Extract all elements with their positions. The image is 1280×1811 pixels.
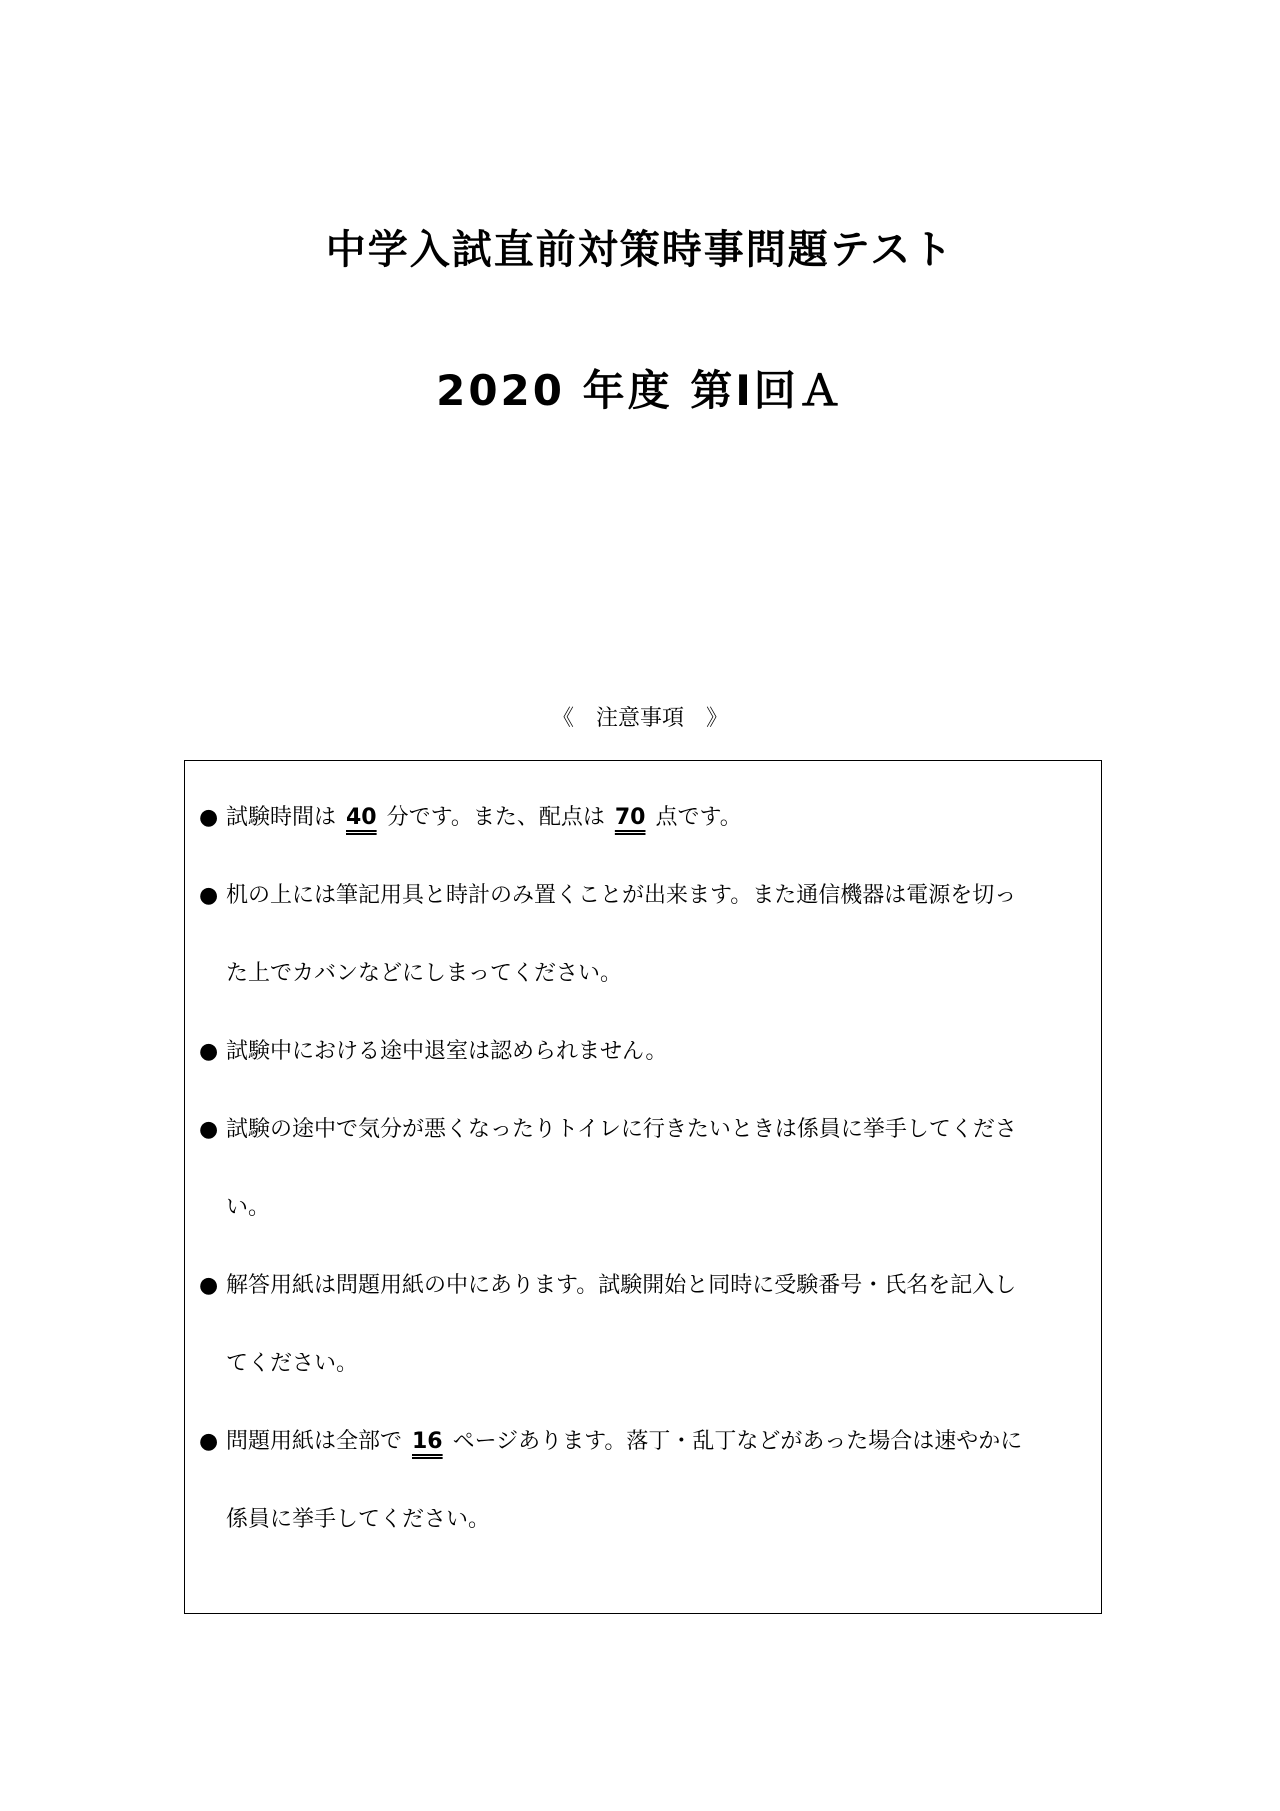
notice-text-continued: た上でカバンなどにしまってください。 xyxy=(226,961,623,986)
notice-text: 試験の途中で気分が悪くなったりトイレに行きたいときは係員に挙手してくださ xyxy=(226,1117,1017,1142)
exam-subtitle: 2020 年度 第Ⅰ回Ａ xyxy=(436,366,844,415)
bullet-icon: ● xyxy=(199,1039,219,1064)
exam-minutes-value: 40 xyxy=(346,805,377,830)
notice-text: 点です。 xyxy=(648,805,742,830)
bullet-icon: ● xyxy=(199,805,219,830)
bullet-icon: ● xyxy=(199,883,219,908)
notice-text: 試験時間は xyxy=(226,805,343,830)
page-count-value: 16 xyxy=(412,1429,443,1454)
notice-box xyxy=(184,760,1102,1614)
notice-text: ページあります。落丁・乱丁などがあった場合は速やかに xyxy=(445,1429,1023,1454)
notice-item-desk-items xyxy=(199,857,1091,1013)
notice-text: 問題用紙は全部で xyxy=(226,1429,409,1454)
notice-item-feeling-unwell xyxy=(199,1091,1091,1247)
notice-text-continued: 係員に挙手してください。 xyxy=(226,1507,491,1532)
notice-item-no-leaving xyxy=(199,1013,1091,1091)
notice-item-time-score xyxy=(199,779,1091,857)
notice-text-continued: てください。 xyxy=(226,1351,359,1376)
notice-text-continued: い。 xyxy=(226,1195,271,1220)
notice-text: 机の上には筆記用具と時計のみ置くことが出来ます。また通信機器は電源を切っ xyxy=(226,883,1017,908)
notice-text: 試験中における途中退室は認められません。 xyxy=(226,1039,668,1064)
page-title: 中学入試直前対策時事問題テスト xyxy=(325,227,955,273)
bullet-icon: ● xyxy=(199,1117,219,1142)
notice-text: 解答用紙は問題用紙の中にあります。試験開始と同時に受験番号・氏名を記入し xyxy=(226,1273,1017,1298)
bullet-icon: ● xyxy=(199,1273,219,1298)
bullet-icon: ● xyxy=(199,1429,219,1454)
notice-item-answer-sheet xyxy=(199,1247,1091,1403)
notice-text: 分です。また、配点は xyxy=(379,805,612,830)
notice-item-page-count xyxy=(199,1403,1091,1559)
total-points-value: 70 xyxy=(614,805,646,830)
notice-heading: 《 注意事項 》 xyxy=(551,706,728,731)
